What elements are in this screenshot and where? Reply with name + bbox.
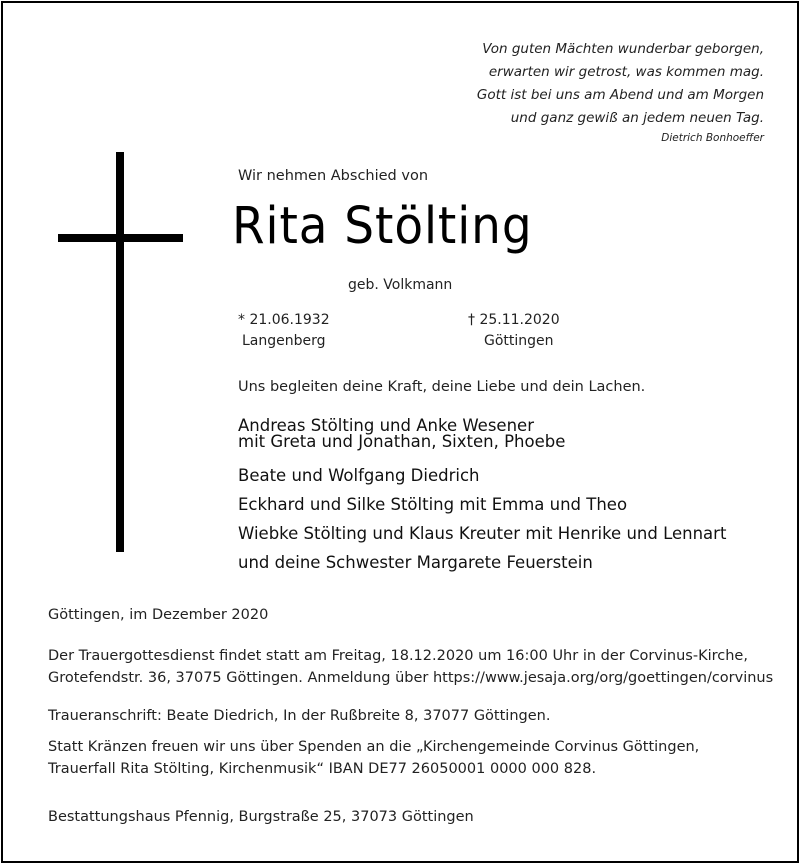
mourning-address: Traueranschrift: Beate Diedrich, In der Rußbreite 8, 37077 Göttingen.	[48, 708, 551, 724]
quote-line: erwarten wir getrost, was kommen mag.	[488, 64, 764, 80]
birth-date: * 21.06.1932	[238, 312, 330, 328]
quote-line: Von guten Mächten wunderbar geborgen,	[482, 41, 764, 57]
donation-line: Trauerfall Rita Stölting, Kirchenmusik“ IBAN DE77 26050001 0000 000 828.	[48, 761, 597, 777]
bonhoeffer-quote	[477, 38, 764, 146]
mourner-line: Wiebke Stölting und Klaus Kreuter mit Henrike und Lennart	[238, 524, 727, 543]
quote-line: Gott ist bei uns am Abend und am Morgen	[476, 87, 764, 103]
birth-info	[238, 310, 330, 352]
death-date: † 25.11.2020	[468, 312, 560, 328]
intro-text: Wir nehmen Abschied von	[238, 168, 429, 184]
cross-icon-vertical	[116, 152, 124, 552]
mourner-line: Eckhard und Silke Stölting mit Emma und Theo	[238, 495, 628, 514]
mourner-line: Beate und Wolfgang Diedrich	[238, 466, 480, 485]
funeral-home: Bestattungshaus Pfennig, Burgstraße 25, 37073 Göttingen	[48, 809, 474, 825]
place-date: Göttingen, im Dezember 2020	[48, 607, 269, 623]
deceased-name: Rita Stölting	[232, 197, 533, 256]
death-place: Göttingen	[484, 333, 554, 349]
mourners-list	[238, 411, 726, 577]
cross-icon-horizontal	[58, 234, 183, 242]
service-info	[48, 645, 773, 689]
quote-line: und ganz gewiß an jedem neuen Tag.	[510, 110, 764, 126]
mourner-line: Andreas Stölting und Anke Wesener	[238, 416, 534, 435]
service-line: Grotefendstr. 36, 37075 Göttingen. Anmeldung über https://www.jesaja.org/org/goettingen/corvinus	[48, 670, 774, 686]
birth-name: geb. Volkmann	[348, 277, 453, 293]
death-info	[468, 310, 560, 352]
donation-line: Statt Kränzen freuen wir uns über Spenden an die „Kirchengemeinde Corvinus Göttingen,	[48, 739, 700, 755]
mourner-line: mit Greta und Jonathan, Sixten, Phoebe	[238, 432, 566, 451]
birth-place: Langenberg	[242, 333, 326, 349]
mourner-line: und deine Schwester Margarete Feuerstein	[238, 553, 593, 572]
motto: Uns begleiten deine Kraft, deine Liebe und dein Lachen.	[238, 379, 646, 395]
quote-author: Dietrich Bonhoeffer	[661, 132, 764, 144]
service-line: Der Trauergottesdienst findet statt am Freitag, 18.12.2020 um 16:00 Uhr in der Corvinus-Kirche,	[48, 648, 748, 664]
donation-info	[48, 736, 699, 780]
